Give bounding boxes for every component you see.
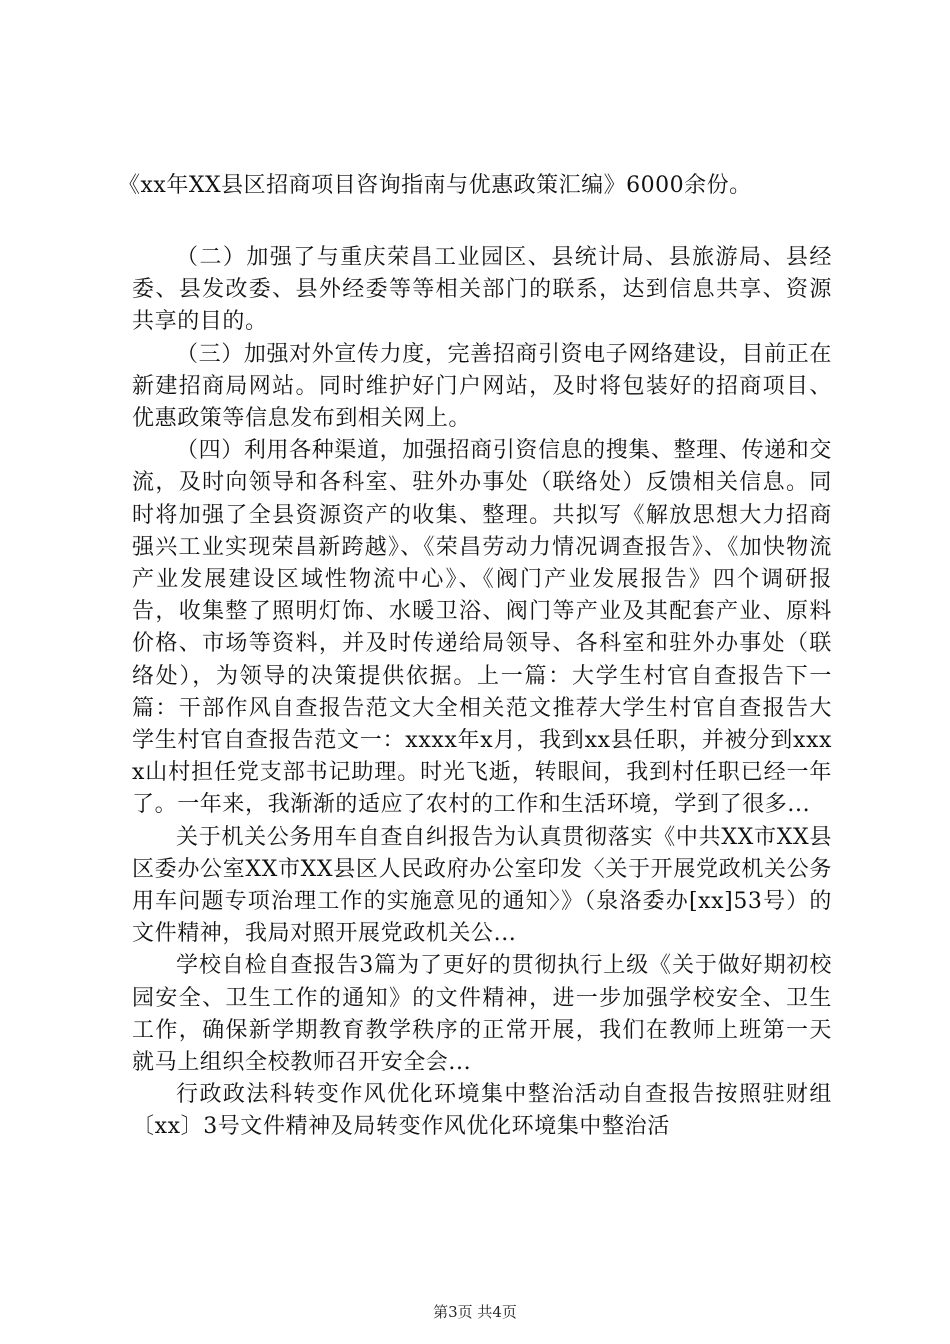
document-body xyxy=(118,170,832,1144)
page-number-footer: 第3页 共4页 xyxy=(433,1303,517,1321)
paragraph-admin-report: 行政政法科转变作风优化环境集中整治活动自查报告按照驻财组〔xx〕3号文件精神及局转变作风优化环境集中整治活 xyxy=(132,1082,832,1140)
paragraph-vehicle-report: 关于机关公务用车自查自纠报告为认真贯彻落实《中共XX市XX县区委办公室XX市XX县区人民政府办公室印发〈关于开展党政机关公务用车问题专项治理工作的实施意见的通知〉》（泉洛委办[xx]53号）的文件精神，我局对照开展党政机关公... xyxy=(132,824,832,947)
paragraph-2: （二）加强了与重庆荣昌工业园区、县统计局、县旅游局、县经委、县发改委、县外经委等等相关部门的联系，达到信息共享、资源共享的目的。 xyxy=(132,245,832,335)
lead-line: 《xx年XX县区招商项目咨询指南与优惠政策汇编》6000余份。 xyxy=(118,173,752,198)
paragraph-3: （三）加强对外宣传力度，完善招商引资电子网络建设，目前正在新建招商局网站。同时维护好门户网站，及时将包装好的招商项目、优惠政策等信息发布到相关网上。 xyxy=(132,341,832,432)
paragraph-school-report: 学校自检自查报告3篇为了更好的贯彻执行上级《关于做好期初校园安全、卫生工作的通知》的文件精神，进一步加强学校安全、卫生工作，确保新学期教育教学秩序的正常开展，我们在教师上班第一天就马上组织全校教师召开安全会... xyxy=(132,953,832,1076)
paragraph-4: （四）利用各种渠道，加强招商引资信息的搜集、整理、传递和交流，及时向领导和各科室、驻外办事处（联络处）反馈相关信息。同时将加强了全县资源资产的收集、整理。共拟写《解放思想大力招商强兴工业实现荣昌新跨越》、《荣昌劳动力情况调查报告》、《加快物流产业发展建设区域性物流中心》、《阀门产业发展报告》四个调研报告，收集整了照明灯饰、水暖卫浴、阀门等产业及其配套产业、原料价格、市场等资料，并及时传递给局领导、各科室和驻外办事处（联络处），为领导的决策提供依据。上一篇：大学生村官自查报告下一篇：干部作风自查报告范文大全相关范文推荐大学生村官自查报告大学生村官自查报告范文一：xxxx年x月，我到xx县任职，并被分到xxxx山村担任党支部书记助理。时光飞逝，转眼间，我到村任职已经一年了。一年来，我渐渐的适应了农村的工作和生活环境，学到了很多... xyxy=(132,438,832,818)
